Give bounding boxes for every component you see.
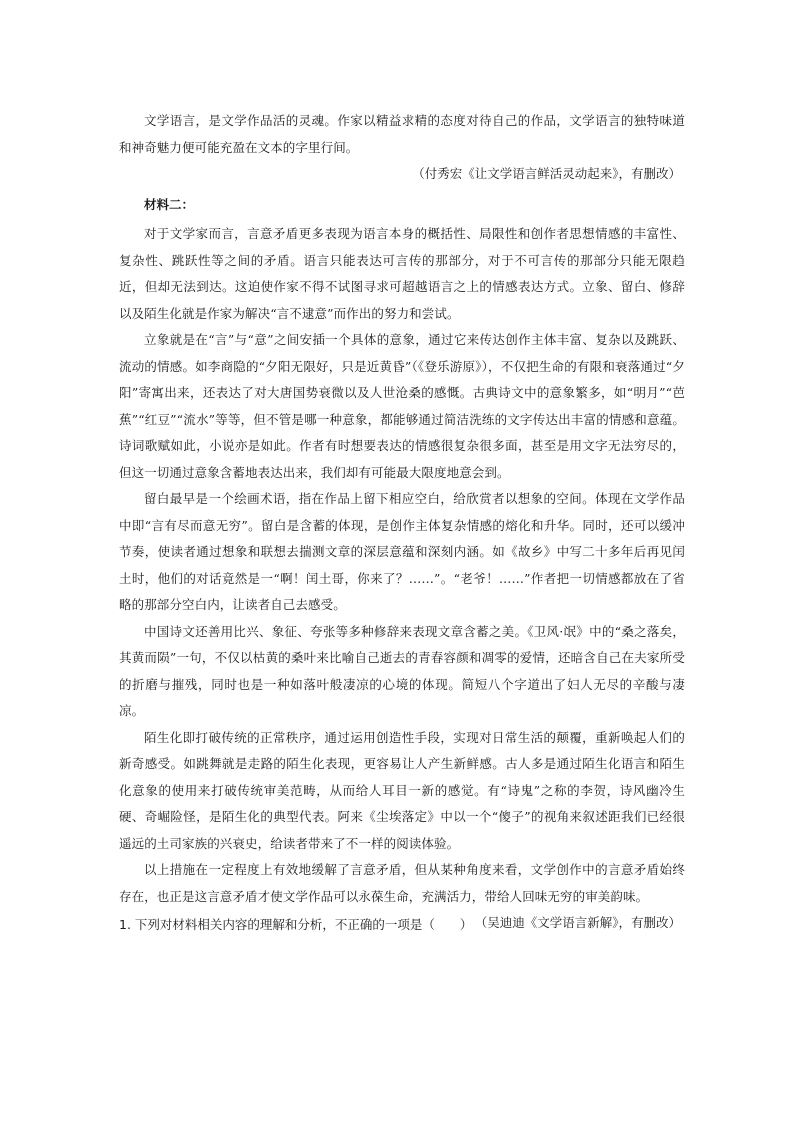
material2-heading: 材料二：	[144, 196, 195, 212]
material2-paragraph-6: 以上措施在一定程度上有效地缓解了言意矛盾，但从某种角度来看，文学创作中的言意矛盾始终存在，也正是这言意矛盾才使文学作品可以永葆生命，充满活力，带给人回味无穷的审美韵味。	[119, 862, 685, 904]
material2-paragraph-4: 中国诗文还善用比兴、象征、夸张等多种修辞来表现文章含蓄之美。《卫风·氓》中的“桑之落矣，其黄而陨”一句，不仅以枯黄的桑叶来比喻自己逝去的青春容颜和凋零的爱情，还暗含自己在夫家所受的折磨与摧残，同时也是一种如落叶般凄凉的心境的体现。简短八个字道出了妇人无尽的辛酸与凄凉。	[119, 623, 685, 718]
article-body	[119, 108, 685, 937]
material1-closing-paragraph: 文学语言，是文学作品活的灵魂。作家以精益求精的态度对待自己的作品，文学语言的独特味道和神奇魅力便可能充盈在文本的字里行间。	[119, 113, 685, 155]
material2-paragraph-2: 立象就是在“言”与“意”之间安插一个具体的意象，通过它来传达创作主体丰富、复杂以及跳跃、流动的情感。如李商隐的“夕阳无限好，只是近黄昏”（《登乐游原》），不仅把生命的有限和衰落通过“夕阳”寄寓出来，还表达了对大唐国势衰微以及人世沧桑的感慨。古典诗文中的意象繁多，如“明月”“芭蕉”“红豆”“流水”等等，但不管是哪一种意象，都能够通过简洁洗练的文字传达出丰富的情感和意蕴。诗词歌赋如此，小说亦是如此。作者有时想要表达的情感很复杂很多面，甚至是用文字无法穷尽的，但这一切通过意象含蓄地表达出来，我们却有可能最大限度地意会到。	[119, 332, 685, 480]
question-1-stem: 1. 下列对材料相关内容的理解和分析，不正确的一项是（ ）	[119, 917, 473, 932]
material2-paragraph-3: 留白最早是一个绘画术语，指在作品上留下相应空白，给欣赏者以想象的空间。体现在文学作品中即“言有尽而意无穷”。留白是含蓄的体现，是创作主体复杂情感的熔化和升华。同时，还可以缓冲节奏，使读者通过想象和联想去揣测文章的深层意蕴和深刻内涵。如《故乡》中写二十多年后再见闰土时，他们的对话竟然是一“啊！闰土哥，你来了？……”。“老爷！……”作者把一切情感都放在了省略的那部分空白内，让读者自己去感受。	[119, 491, 685, 612]
material2-paragraph-5: 陌生化即打破传统的正常秩序，通过运用创造性手段，实现对日常生活的颠覆，重新唤起人们的新奇感受。如跳舞就是走路的陌生化表现，更容易让人产生新鲜感。古人多是通过陌生化语言和陌生化意象的使用来打破传统审美范畴，从而给人耳目一新的感觉。有“诗鬼”之称的李贺，诗风幽冷生硬、奇崛险怪，是陌生化的典型代表。阿来《尘埃落定》中以一个“傻子”的视角来叙述距我们已经很遥远的土司家族的兴衰史，给读者带来了不一样的阅读体验。	[119, 729, 685, 851]
material1-source-citation: （付秀宏《让文学语言鲜活灵动起来》，有删改）	[412, 166, 681, 181]
material2-source-citation: （吴迪迪《文学语言新解》，有删改）	[474, 915, 681, 930]
material2-paragraph-1: 对于文学家而言，言意矛盾更多表现为语言本身的概括性、局限性和创作者思想情感的丰富性、复杂性、跳跃性等之间的矛盾。语言只能表达可言传的那部分，对于不可言传的那部分只能无限趋近，但却无法到达。这迫使作家不得不试图寻求可超越语言之上的情感表达方式。立象、留白、修辞以及陌生化就是作家为解决“言不逮意”而作出的努力和尝试。	[119, 226, 685, 321]
